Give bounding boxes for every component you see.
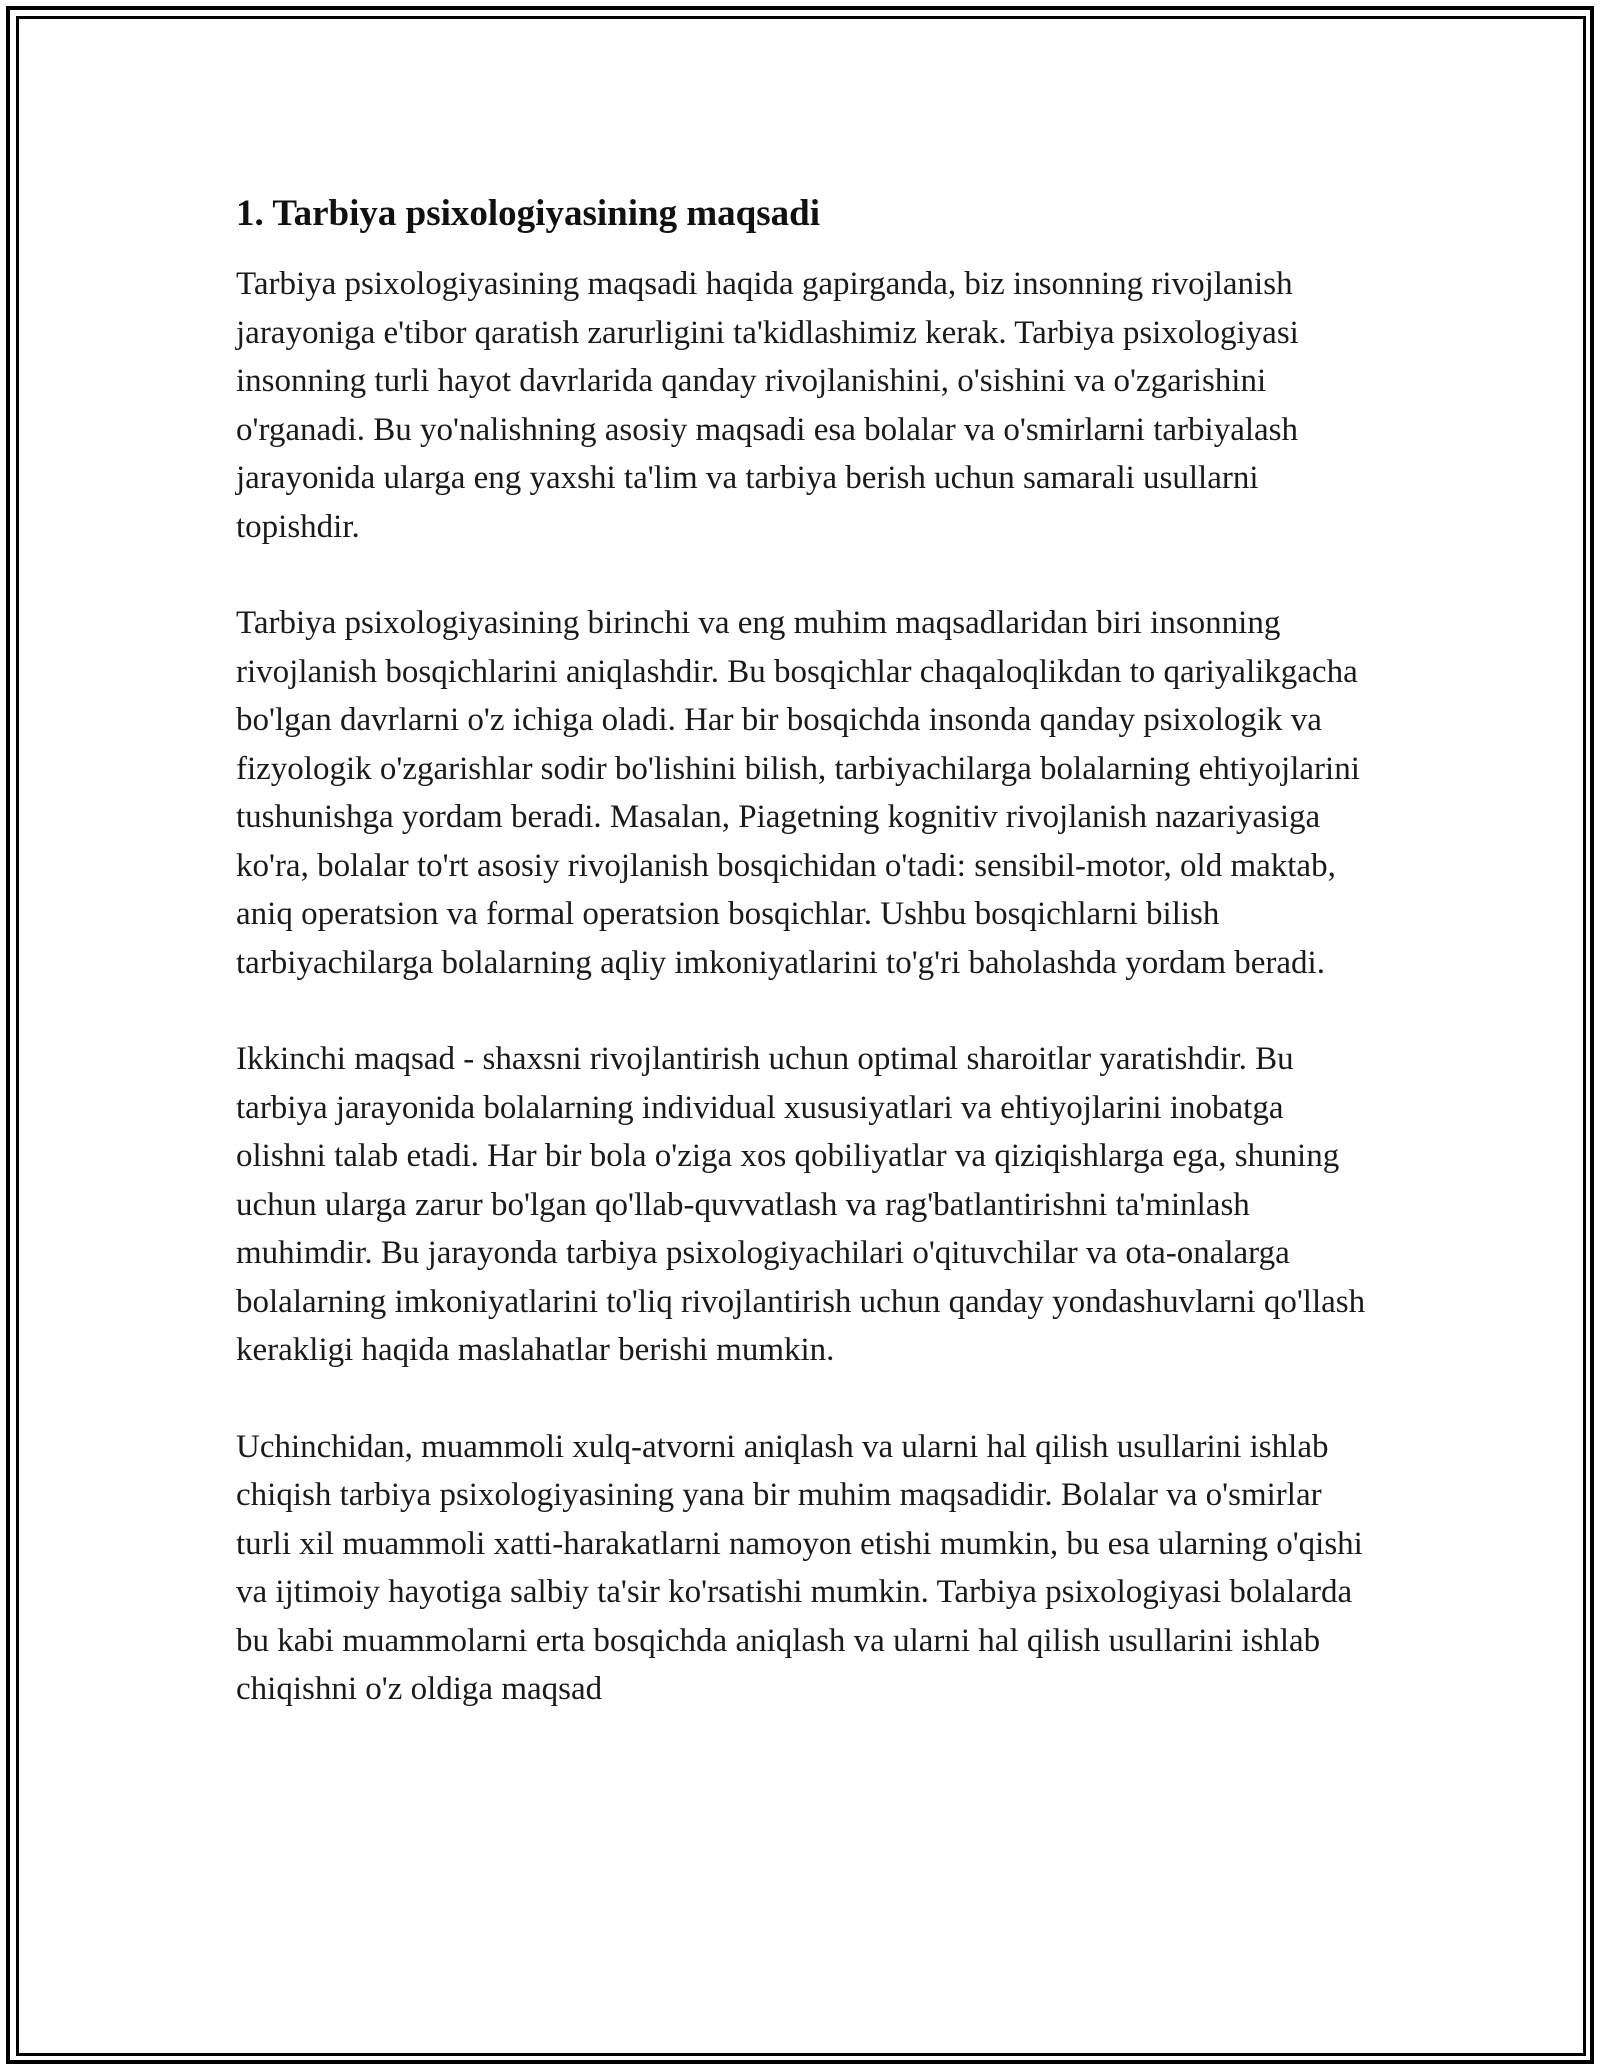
paragraph-1: Tarbiya psixologiyasining maqsadi haqida gapirganda, biz insonning rivojlanish jarayoniga e'tibor qaratish zarurligini ta'kidlashimiz kerak. Tarbiya psixologiyasi insonning turli hayot davrlarida qanday rivojlanishini, o'sishini va o'zgarishini o'rganadi. Bu yo'nalishning asosiy maqsadi esa bolalar va o'smirlarni tarbiyalash jarayonida ularga eng yaxshi ta'lim va tarbiya berish uchun samarali usullarni topishdir. <box>236 266 1299 545</box>
paragraph-4: Uchinchidan, muammoli xulq-atvorni aniqlash va ularni hal qilish usullarini ishlab chiqish tarbiya psixologiyasining yana bir muhim maqsadidir. Bolalar va o'smirlar turli xil muammoli xatti-harakatlarni namoyon etishi mumkin, bu esa ularning o'qishi va ijtimoiy hayotiga salbiy ta'sir ko'rsatishi mumkin. Tarbiya psixologiyasi bolalarda bu kabi muammolarni erta bosqichda aniqlash va ularni hal qilish usullarini ishlab chiqishni o'z oldiga maqsad <box>236 1428 1363 1707</box>
paragraph-3: Ikkinchi maqsad - shaxsni rivojlantirish uchun optimal sharoitlar yaratishdir. Bu tarbiya jarayonida bolalarning individual xususiyatlari va ehtiyojlarini inobatga olishni talab etadi. Har bir bola o'ziga xos qobiliyatlar va qiziqishlarga ega, shuning uchun ularga zarur bo'lgan qo'llab-quvvatlash va rag'batlantirishni ta'minlash muhimdir. Bu jarayonda tarbiya psixologiyachilari o'qituvchilar va ota-onalarga bolalarning imkoniyatlarini to'liq rivojlantirish uchun qanday yondashuvlarni qo'llash kerakligi haqida maslahatlar berishi mumkin. <box>236 1041 1366 1368</box>
document-body <box>236 190 1376 1762</box>
paragraph-2: Tarbiya psixologiyasining birinchi va eng muhim maqsadlaridan biri insonning rivojlanish bosqichlarini aniqlashdir. Bu bosqichlar chaqaloqlikdan to qariyalikgacha bo'lgan davrlarni o'z ichiga oladi. Har bir bosqichda insonda qanday psixologik va fizyologik o'zgarishlar sodir bo'lishini bilish, tarbiyachilarga bolalarning ehtiyojlarini tushunishga yordam beradi. Masalan, Piagetning kognitiv rivojlanish nazariyasiga ko'ra, bolalar to'rt asosiy rivojlanish bosqichidan o'tadi: sensibil-motor, old maktab, aniq operatsion va formal operatsion bosqichlar. Ushbu bosqichlarni bilish tarbiyachilarga bolalarning aqliy imkoniyatlarini to'g'ri baholashda yordam beradi. <box>236 605 1360 981</box>
section-heading: 1. Tarbiya psixologiyasining maqsadi <box>236 193 820 234</box>
